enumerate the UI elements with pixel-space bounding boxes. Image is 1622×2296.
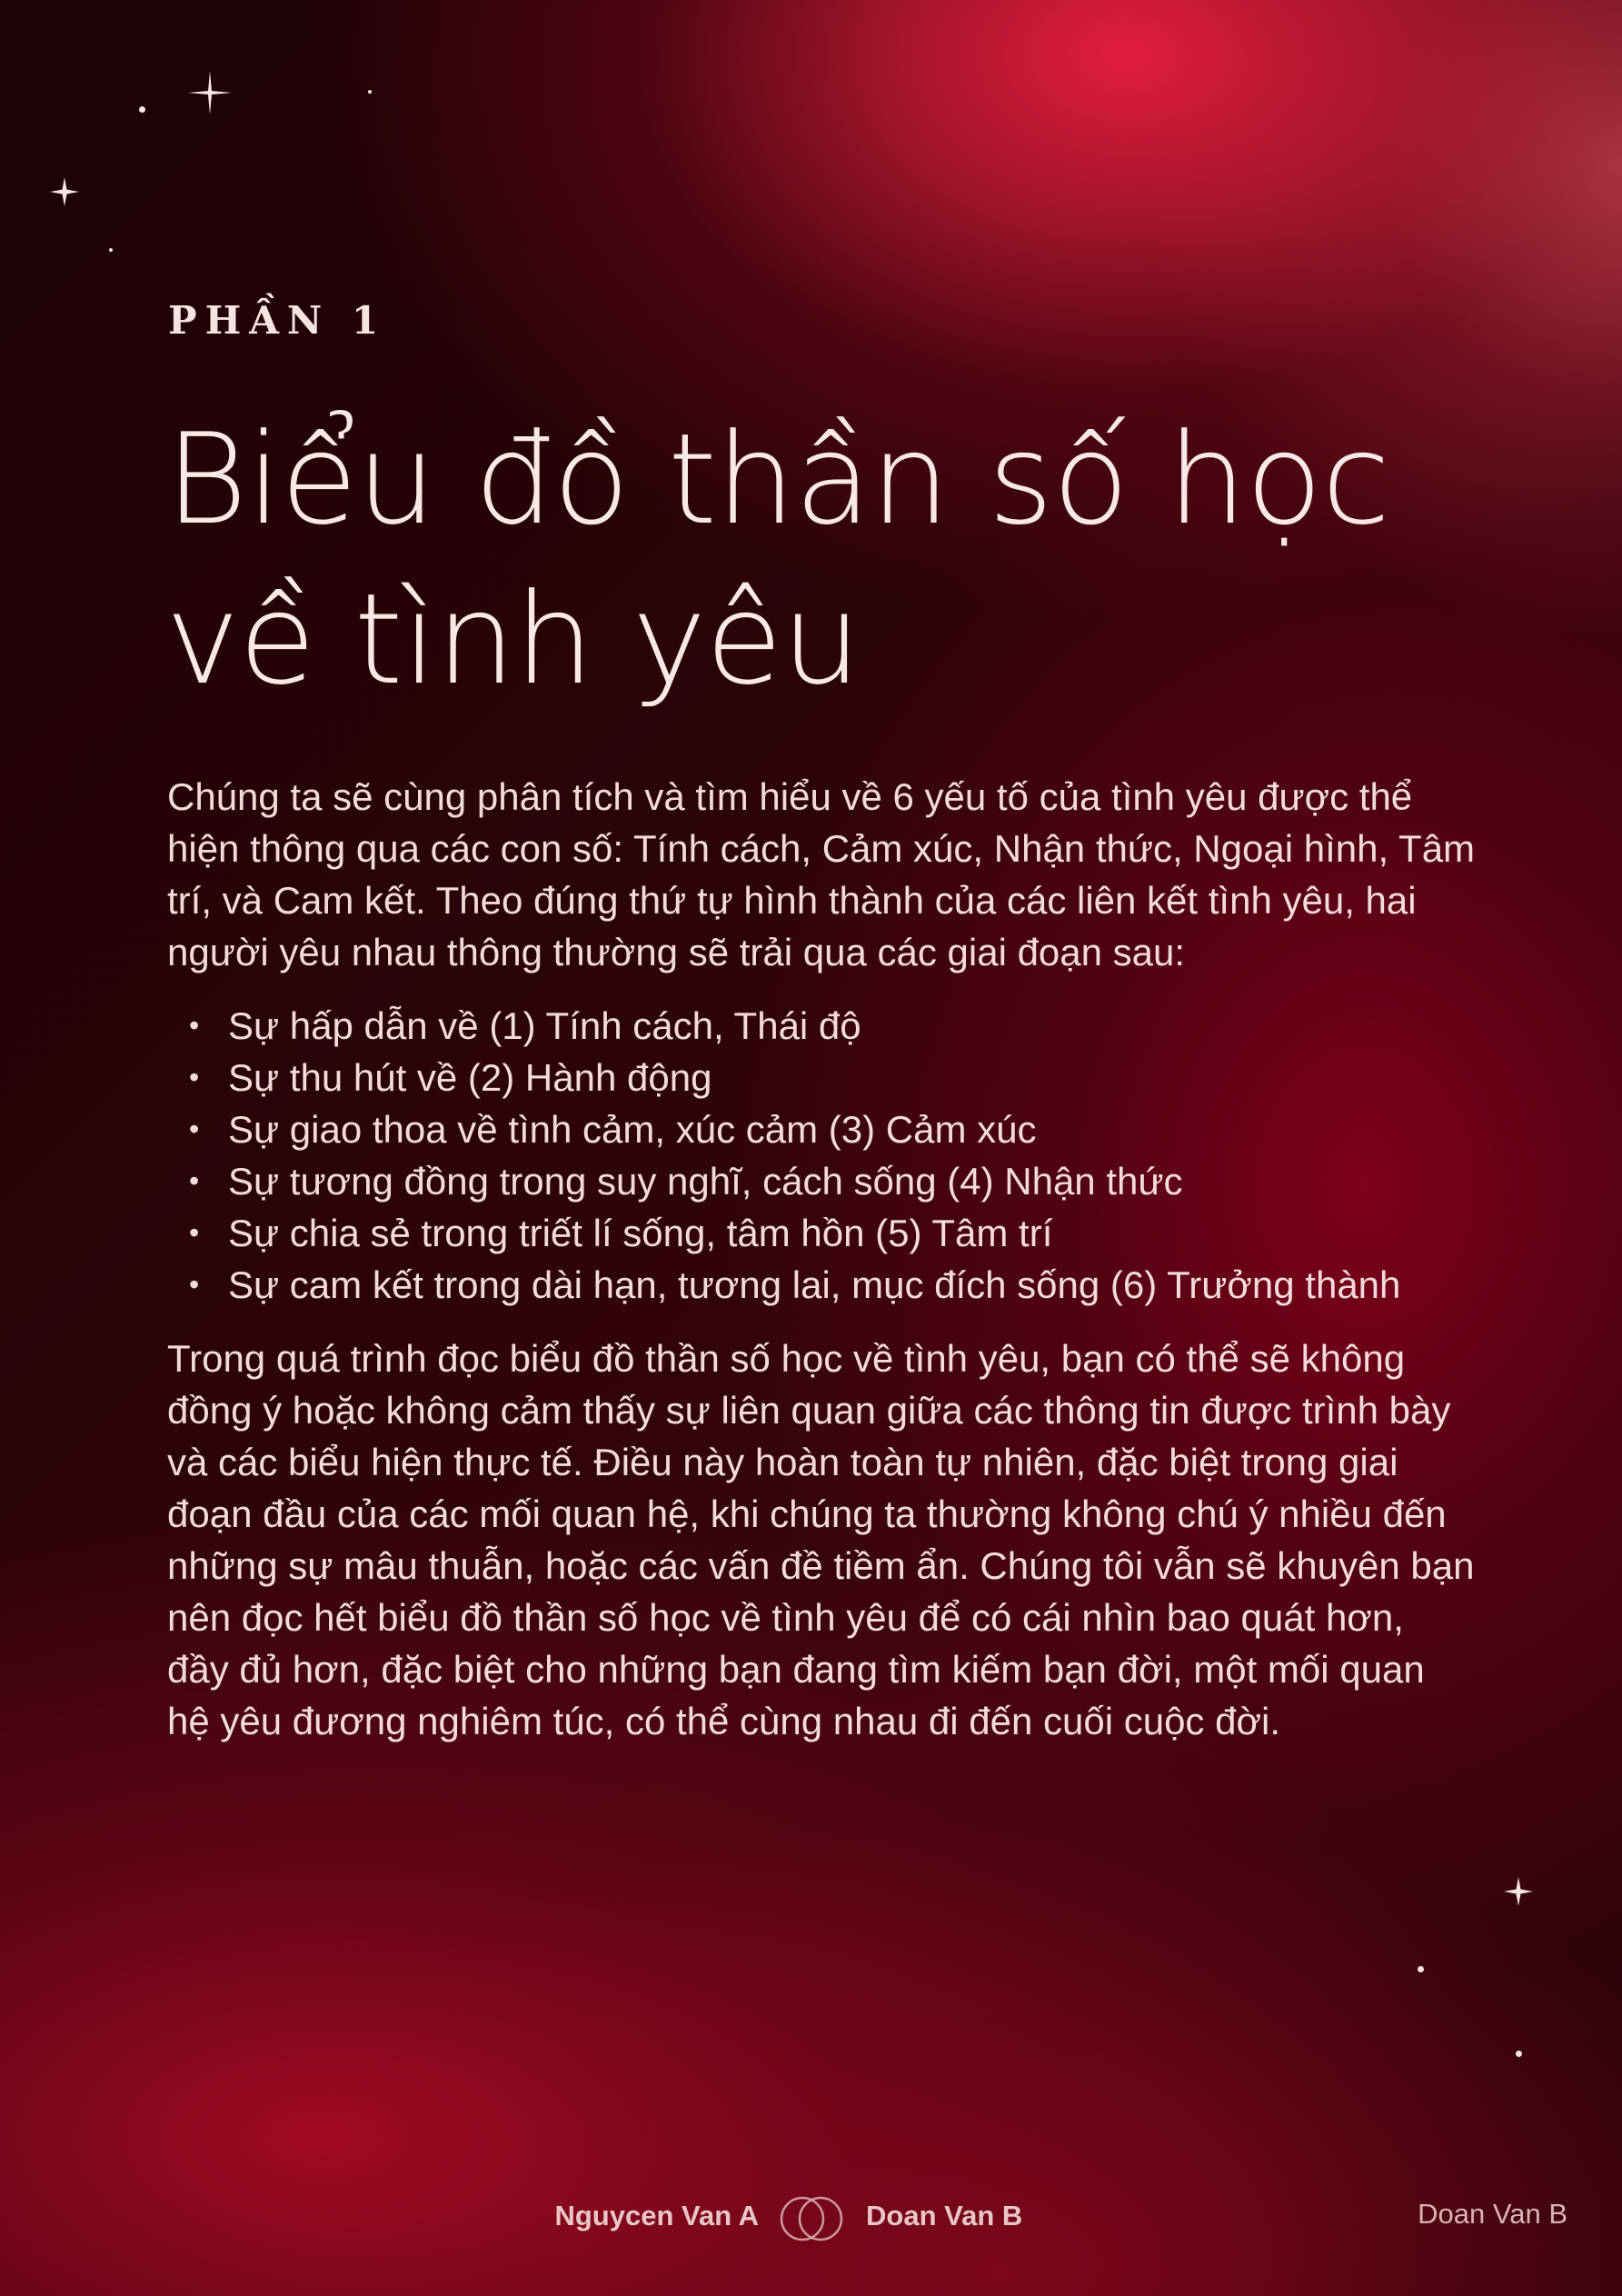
bullet-dot-icon: • xyxy=(189,1268,200,1301)
partner-name-a: Nguycen Van A xyxy=(554,2200,759,2231)
bullet-dot-icon: • xyxy=(189,1164,200,1197)
intro-paragraph: Chúng ta sẽ cùng phân tích và tìm hiểu về 6 yếu tố của tình yêu được thể hiện thông qua các con số: Tính cách, Cảm xúc, Nhận thức, Ngoại hình, Tâm trí, và Cam kết. Theo đúng thứ tự hình thành của các liên kết tình yêu, hai người yêu nhau thông thường sẽ trải qua các giai đoạn sau: xyxy=(167,775,1476,973)
list-item: • Sự giao thoa về tình cảm, xúc cảm (3) Cảm xúc xyxy=(167,1103,1476,1155)
list-item: • Sự hấp dẫn về (1) Tính cách, Thái độ xyxy=(167,1000,1476,1052)
page-title: Biểu đồ thần số học về tình yêu xyxy=(165,406,1390,713)
page-corner-label: Doan Van B xyxy=(1418,2198,1567,2230)
list-item: • Sự cam kết trong dài hạn, tương lai, mục đích sống (6) Trưởng thành xyxy=(167,1259,1476,1311)
bullet-dot-icon: • xyxy=(189,1216,200,1249)
star-dot xyxy=(368,90,372,94)
closing-paragraph: Trong quá trình đọc biểu đồ thần số học về tình yêu, bạn có thể sẽ không đồng ý hoặc không cảm thấy sự liên quan giữa các thông tin được trình bày và các biểu hiện thực tế. Điều này hoàn toàn tự nhiên, đặc biệt trong giai đoạn đầu của các mối quan hệ, khi chúng ta thường không chú ý nhiều đến những sự mâu thuẫn, hoặc các vấn đề tiềm ẩn. Chúng tôi vẫn sẽ khuyên bạn nên đọc hết biểu đồ thần số học về tình yêu để có cái nhìn bao quát hơn, đầy đủ hơn, đặc biệt cho những bạn đang tìm kiếm bạn đời, một mối quan hệ yêu đương nghiêm túc, có thể cùng nhau đi đến cuối cuộc đời. xyxy=(167,1337,1475,1742)
main-content xyxy=(167,771,1476,1747)
sparkle-icon xyxy=(50,177,79,210)
footer xyxy=(0,2191,1622,2254)
star-dot xyxy=(109,248,113,252)
section-label: PHẦN 1 xyxy=(168,298,387,343)
sparkle-icon xyxy=(1504,1877,1533,1910)
bullet-dot-icon: • xyxy=(189,1113,200,1145)
sparkle-icon xyxy=(188,71,232,123)
bullet-dot-icon: • xyxy=(189,1061,200,1093)
bullet-dot-icon: • xyxy=(189,1009,200,1042)
partner-name-b: Doan Van B xyxy=(866,2200,1023,2231)
list-item: • Sự tương đồng trong suy nghĩ, cách sống (4) Nhận thức xyxy=(167,1155,1476,1207)
star-dot xyxy=(139,106,145,113)
list-item: • Sự thu hút về (2) Hành động xyxy=(167,1052,1476,1103)
star-dot xyxy=(1516,2051,1522,2057)
list-item: • Sự chia sẻ trong triết lí sống, tâm hồn (5) Tâm trí xyxy=(167,1207,1476,1259)
star-dot xyxy=(1418,1966,1424,1972)
stage-list xyxy=(167,1000,1476,1311)
interlocking-rings-icon xyxy=(779,2191,844,2247)
